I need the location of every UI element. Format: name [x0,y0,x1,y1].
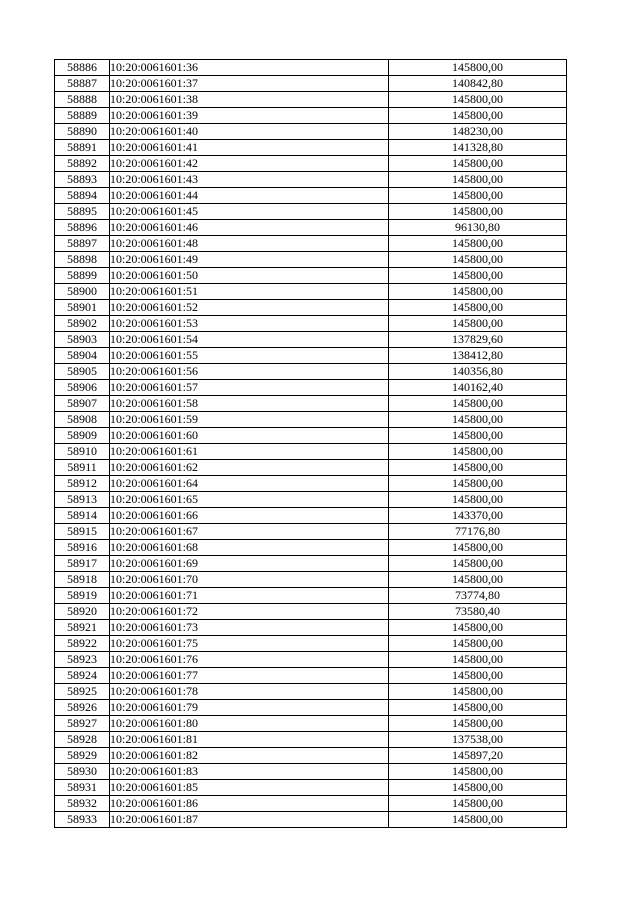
table-row [55,220,567,236]
cadastral-value-cell: 145800,00 [389,396,567,412]
row-number-cell: 58906 [55,380,110,396]
cadastral-number-cell: 10:20:0061601:43 [110,172,389,188]
row-number-cell: 58888 [55,92,110,108]
cadastral-number-cell: 10:20:0061601:52 [110,300,389,316]
cadastral-number-cell: 10:20:0061601:72 [110,604,389,620]
table-row [55,668,567,684]
row-number-cell: 58889 [55,108,110,124]
cadastral-number-cell: 10:20:0061601:57 [110,380,389,396]
cadastral-number-cell: 10:20:0061601:68 [110,540,389,556]
row-number-cell: 58914 [55,508,110,524]
cadastral-value-cell: 140842,80 [389,76,567,92]
row-number-cell: 58932 [55,796,110,812]
cadastral-value-cell: 145800,00 [389,796,567,812]
cadastral-number-cell: 10:20:0061601:83 [110,764,389,780]
cadastral-value-cell: 145800,00 [389,556,567,572]
row-number-cell: 58895 [55,204,110,220]
table-row [55,796,567,812]
table-row [55,380,567,396]
table-row [55,108,567,124]
table-row [55,716,567,732]
cadastral-number-cell: 10:20:0061601:54 [110,332,389,348]
row-number-cell: 58921 [55,620,110,636]
table-row [55,476,567,492]
cadastral-number-cell: 10:20:0061601:77 [110,668,389,684]
cadastral-number-cell: 10:20:0061601:49 [110,252,389,268]
cadastral-value-cell: 145800,00 [389,572,567,588]
row-number-cell: 58907 [55,396,110,412]
cadastral-number-cell: 10:20:0061601:58 [110,396,389,412]
cadastral-number-cell: 10:20:0061601:59 [110,412,389,428]
table-row [55,76,567,92]
cadastral-value-cell: 145800,00 [389,540,567,556]
row-number-cell: 58900 [55,284,110,300]
row-number-cell: 58904 [55,348,110,364]
row-number-cell: 58917 [55,556,110,572]
cadastral-value-cell: 145800,00 [389,108,567,124]
cadastral-value-cell: 145800,00 [389,316,567,332]
table-row [55,780,567,796]
cadastral-value-cell: 138412,80 [389,348,567,364]
cadastral-value-cell: 145800,00 [389,780,567,796]
row-number-cell: 58922 [55,636,110,652]
row-number-cell: 58898 [55,252,110,268]
cadastral-value-table [54,59,567,828]
table-row [55,524,567,540]
cadastral-value-cell: 145800,00 [389,268,567,284]
cadastral-value-cell: 145800,00 [389,764,567,780]
cadastral-number-cell: 10:20:0061601:66 [110,508,389,524]
cadastral-number-cell: 10:20:0061601:60 [110,428,389,444]
table-row [55,588,567,604]
cadastral-value-cell: 140162,40 [389,380,567,396]
cadastral-number-cell: 10:20:0061601:85 [110,780,389,796]
cadastral-number-cell: 10:20:0061601:36 [110,60,389,76]
cadastral-number-cell: 10:20:0061601:78 [110,684,389,700]
table-row [55,124,567,140]
table-row [55,620,567,636]
row-number-cell: 58923 [55,652,110,668]
row-number-cell: 58910 [55,444,110,460]
table-row [55,812,567,828]
row-number-cell: 58909 [55,428,110,444]
cadastral-number-cell: 10:20:0061601:45 [110,204,389,220]
table-row [55,604,567,620]
row-number-cell: 58919 [55,588,110,604]
cadastral-number-cell: 10:20:0061601:86 [110,796,389,812]
table-row [55,92,567,108]
cadastral-number-cell: 10:20:0061601:61 [110,444,389,460]
table-row [55,572,567,588]
cadastral-value-cell: 140356,80 [389,364,567,380]
cadastral-value-cell: 145800,00 [389,172,567,188]
cadastral-number-cell: 10:20:0061601:80 [110,716,389,732]
cadastral-number-cell: 10:20:0061601:55 [110,348,389,364]
cadastral-value-cell: 145800,00 [389,684,567,700]
row-number-cell: 58887 [55,76,110,92]
cadastral-number-cell: 10:20:0061601:69 [110,556,389,572]
cadastral-value-cell: 137538,00 [389,732,567,748]
cadastral-number-cell: 10:20:0061601:71 [110,588,389,604]
row-number-cell: 58920 [55,604,110,620]
cadastral-number-cell: 10:20:0061601:70 [110,572,389,588]
cadastral-value-cell: 145800,00 [389,156,567,172]
cadastral-number-cell: 10:20:0061601:51 [110,284,389,300]
cadastral-value-cell: 145800,00 [389,92,567,108]
cadastral-number-cell: 10:20:0061601:62 [110,460,389,476]
table-row [55,748,567,764]
cadastral-value-cell: 77176,80 [389,524,567,540]
row-number-cell: 58894 [55,188,110,204]
cadastral-value-cell: 145800,00 [389,476,567,492]
row-number-cell: 58899 [55,268,110,284]
table-row [55,652,567,668]
cadastral-number-cell: 10:20:0061601:81 [110,732,389,748]
row-number-cell: 58892 [55,156,110,172]
row-number-cell: 58925 [55,684,110,700]
table-row [55,732,567,748]
cadastral-number-cell: 10:20:0061601:79 [110,700,389,716]
row-number-cell: 58928 [55,732,110,748]
cadastral-number-cell: 10:20:0061601:67 [110,524,389,540]
cadastral-value-cell: 141328,80 [389,140,567,156]
cadastral-value-cell: 73580,40 [389,604,567,620]
row-number-cell: 58933 [55,812,110,828]
row-number-cell: 58902 [55,316,110,332]
table-row [55,236,567,252]
table-row [55,700,567,716]
row-number-cell: 58897 [55,236,110,252]
table-row [55,364,567,380]
row-number-cell: 58890 [55,124,110,140]
cadastral-value-cell: 145800,00 [389,492,567,508]
table-row [55,300,567,316]
cadastral-number-cell: 10:20:0061601:76 [110,652,389,668]
cadastral-value-cell: 145800,00 [389,412,567,428]
row-number-cell: 58930 [55,764,110,780]
row-number-cell: 58886 [55,60,110,76]
table-row [55,492,567,508]
cadastral-number-cell: 10:20:0061601:41 [110,140,389,156]
cadastral-number-cell: 10:20:0061601:50 [110,268,389,284]
table-row [55,396,567,412]
table-row [55,172,567,188]
table-row [55,60,567,76]
cadastral-number-cell: 10:20:0061601:75 [110,636,389,652]
row-number-cell: 58915 [55,524,110,540]
cadastral-number-cell: 10:20:0061601:82 [110,748,389,764]
table-row [55,268,567,284]
row-number-cell: 58926 [55,700,110,716]
cadastral-value-cell: 145800,00 [389,620,567,636]
table-row [55,284,567,300]
cadastral-number-cell: 10:20:0061601:65 [110,492,389,508]
table-row [55,764,567,780]
row-number-cell: 58916 [55,540,110,556]
cadastral-value-cell: 145800,00 [389,636,567,652]
cadastral-number-cell: 10:20:0061601:44 [110,188,389,204]
cadastral-value-cell: 145800,00 [389,204,567,220]
table-row [55,140,567,156]
cadastral-number-cell: 10:20:0061601:87 [110,812,389,828]
table-row [55,316,567,332]
cadastral-number-cell: 10:20:0061601:38 [110,92,389,108]
table-row [55,428,567,444]
cadastral-number-cell: 10:20:0061601:64 [110,476,389,492]
table-row [55,540,567,556]
row-number-cell: 58908 [55,412,110,428]
cadastral-value-cell: 73774,80 [389,588,567,604]
row-number-cell: 58918 [55,572,110,588]
table-row [55,252,567,268]
row-number-cell: 58901 [55,300,110,316]
cadastral-value-cell: 145800,00 [389,284,567,300]
table-body [55,60,567,828]
table-row [55,684,567,700]
table-row [55,156,567,172]
cadastral-value-cell: 145800,00 [389,700,567,716]
row-number-cell: 58929 [55,748,110,764]
row-number-cell: 58931 [55,780,110,796]
cadastral-number-cell: 10:20:0061601:46 [110,220,389,236]
row-number-cell: 58912 [55,476,110,492]
table-row [55,348,567,364]
table-row [55,636,567,652]
cadastral-number-cell: 10:20:0061601:37 [110,76,389,92]
cadastral-value-cell: 145800,00 [389,300,567,316]
row-number-cell: 58913 [55,492,110,508]
row-number-cell: 58893 [55,172,110,188]
cadastral-value-cell: 145800,00 [389,444,567,460]
cadastral-value-cell: 96130,80 [389,220,567,236]
row-number-cell: 58903 [55,332,110,348]
cadastral-value-cell: 145800,00 [389,812,567,828]
cadastral-value-cell: 145800,00 [389,252,567,268]
cadastral-value-cell: 145800,00 [389,668,567,684]
table-row [55,412,567,428]
cadastral-value-cell: 145800,00 [389,652,567,668]
table-row [55,332,567,348]
row-number-cell: 58924 [55,668,110,684]
cadastral-number-cell: 10:20:0061601:39 [110,108,389,124]
row-number-cell: 58911 [55,460,110,476]
table-row [55,460,567,476]
cadastral-value-cell: 145800,00 [389,716,567,732]
table-row [55,508,567,524]
cadastral-value-cell: 145897,20 [389,748,567,764]
cadastral-value-cell: 145800,00 [389,236,567,252]
cadastral-number-cell: 10:20:0061601:40 [110,124,389,140]
cadastral-number-cell: 10:20:0061601:42 [110,156,389,172]
row-number-cell: 58905 [55,364,110,380]
cadastral-value-cell: 137829,60 [389,332,567,348]
row-number-cell: 58927 [55,716,110,732]
table-row [55,188,567,204]
cadastral-value-cell: 145800,00 [389,428,567,444]
cadastral-number-cell: 10:20:0061601:73 [110,620,389,636]
table-row [55,556,567,572]
cadastral-number-cell: 10:20:0061601:48 [110,236,389,252]
table-row [55,204,567,220]
cadastral-value-cell: 143370,00 [389,508,567,524]
cadastral-value-cell: 145800,00 [389,60,567,76]
cadastral-number-cell: 10:20:0061601:56 [110,364,389,380]
table-row [55,444,567,460]
row-number-cell: 58891 [55,140,110,156]
cadastral-value-cell: 145800,00 [389,188,567,204]
row-number-cell: 58896 [55,220,110,236]
cadastral-number-cell: 10:20:0061601:53 [110,316,389,332]
cadastral-value-cell: 145800,00 [389,460,567,476]
cadastral-value-cell: 148230,00 [389,124,567,140]
